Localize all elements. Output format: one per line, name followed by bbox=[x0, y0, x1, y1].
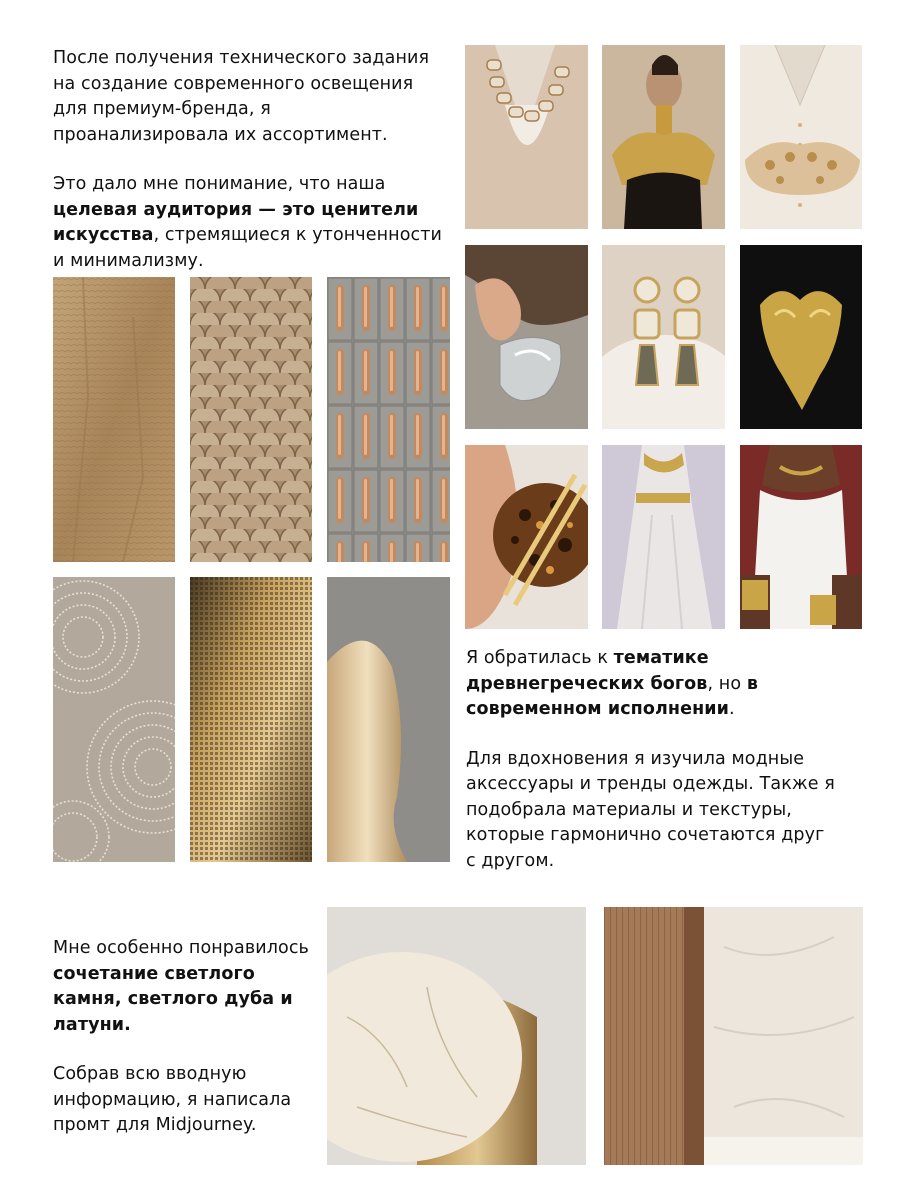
bone-necklace-photo bbox=[465, 45, 588, 229]
concept-paragraph-2: Для вдохновения я изучила модные аксессуары и тренды одежды. Также я подобрала материалы и текстуры, которые гармонично сочетаются друг с другом. bbox=[466, 748, 835, 871]
pearl-clutch-photo bbox=[740, 45, 862, 229]
materials-paragraph-2: Собрав всю вводную информацию, я написала промт для Midjourney. bbox=[53, 1064, 292, 1135]
texture-scales-photo bbox=[190, 277, 312, 562]
concept-emphasis-2: в современном исполнении bbox=[466, 673, 758, 719]
intro-paragraph-1: После получения технического задания на создание современного освещения для премиум-бренда, я проанализировала их ассортимент. bbox=[53, 48, 430, 145]
texture-concrete-brass-photo bbox=[327, 577, 450, 862]
greek-gown-photo bbox=[602, 445, 725, 629]
concept-paragraph-1: Я обратилась к тематике древнегреческих богов, но в современном исполнении. bbox=[466, 648, 758, 719]
concept-text bbox=[466, 646, 836, 898]
texture-plaster-photo bbox=[53, 277, 175, 562]
intro-emphasis: целевая аудитория — это ценители искусства bbox=[53, 199, 419, 245]
tortoise-earring-photo bbox=[465, 445, 588, 629]
materials-emphasis: сочетание светлого камня, светлого дуба и латуни. bbox=[53, 963, 293, 1035]
intro-paragraph-2: Это дало мне понимание, что наша целевая аудитория — это ценители искусства, стремящиеся к утонченности и минимализму. bbox=[53, 174, 442, 271]
oak-stone-photo bbox=[604, 907, 863, 1165]
stone-drop-earrings-photo bbox=[602, 245, 725, 429]
intro-text bbox=[53, 46, 448, 298]
marble-brass-photo bbox=[327, 907, 586, 1165]
gold-collar-model-photo bbox=[602, 45, 725, 229]
materials-text bbox=[53, 936, 313, 1163]
texture-tiles-photo bbox=[327, 277, 450, 562]
texture-gold-grid-photo bbox=[190, 577, 312, 862]
gold-bustier-photo bbox=[740, 245, 862, 429]
gold-cuffs-photo bbox=[740, 445, 862, 629]
materials-paragraph-1: Мне особенно понравилось сочетание светлого камня, светлого дуба и латуни. bbox=[53, 938, 309, 1035]
texture-carved-circles-photo bbox=[53, 577, 175, 862]
silver-earring-photo bbox=[465, 245, 588, 429]
concept-emphasis-1: тематике древнегреческих богов bbox=[466, 648, 709, 694]
